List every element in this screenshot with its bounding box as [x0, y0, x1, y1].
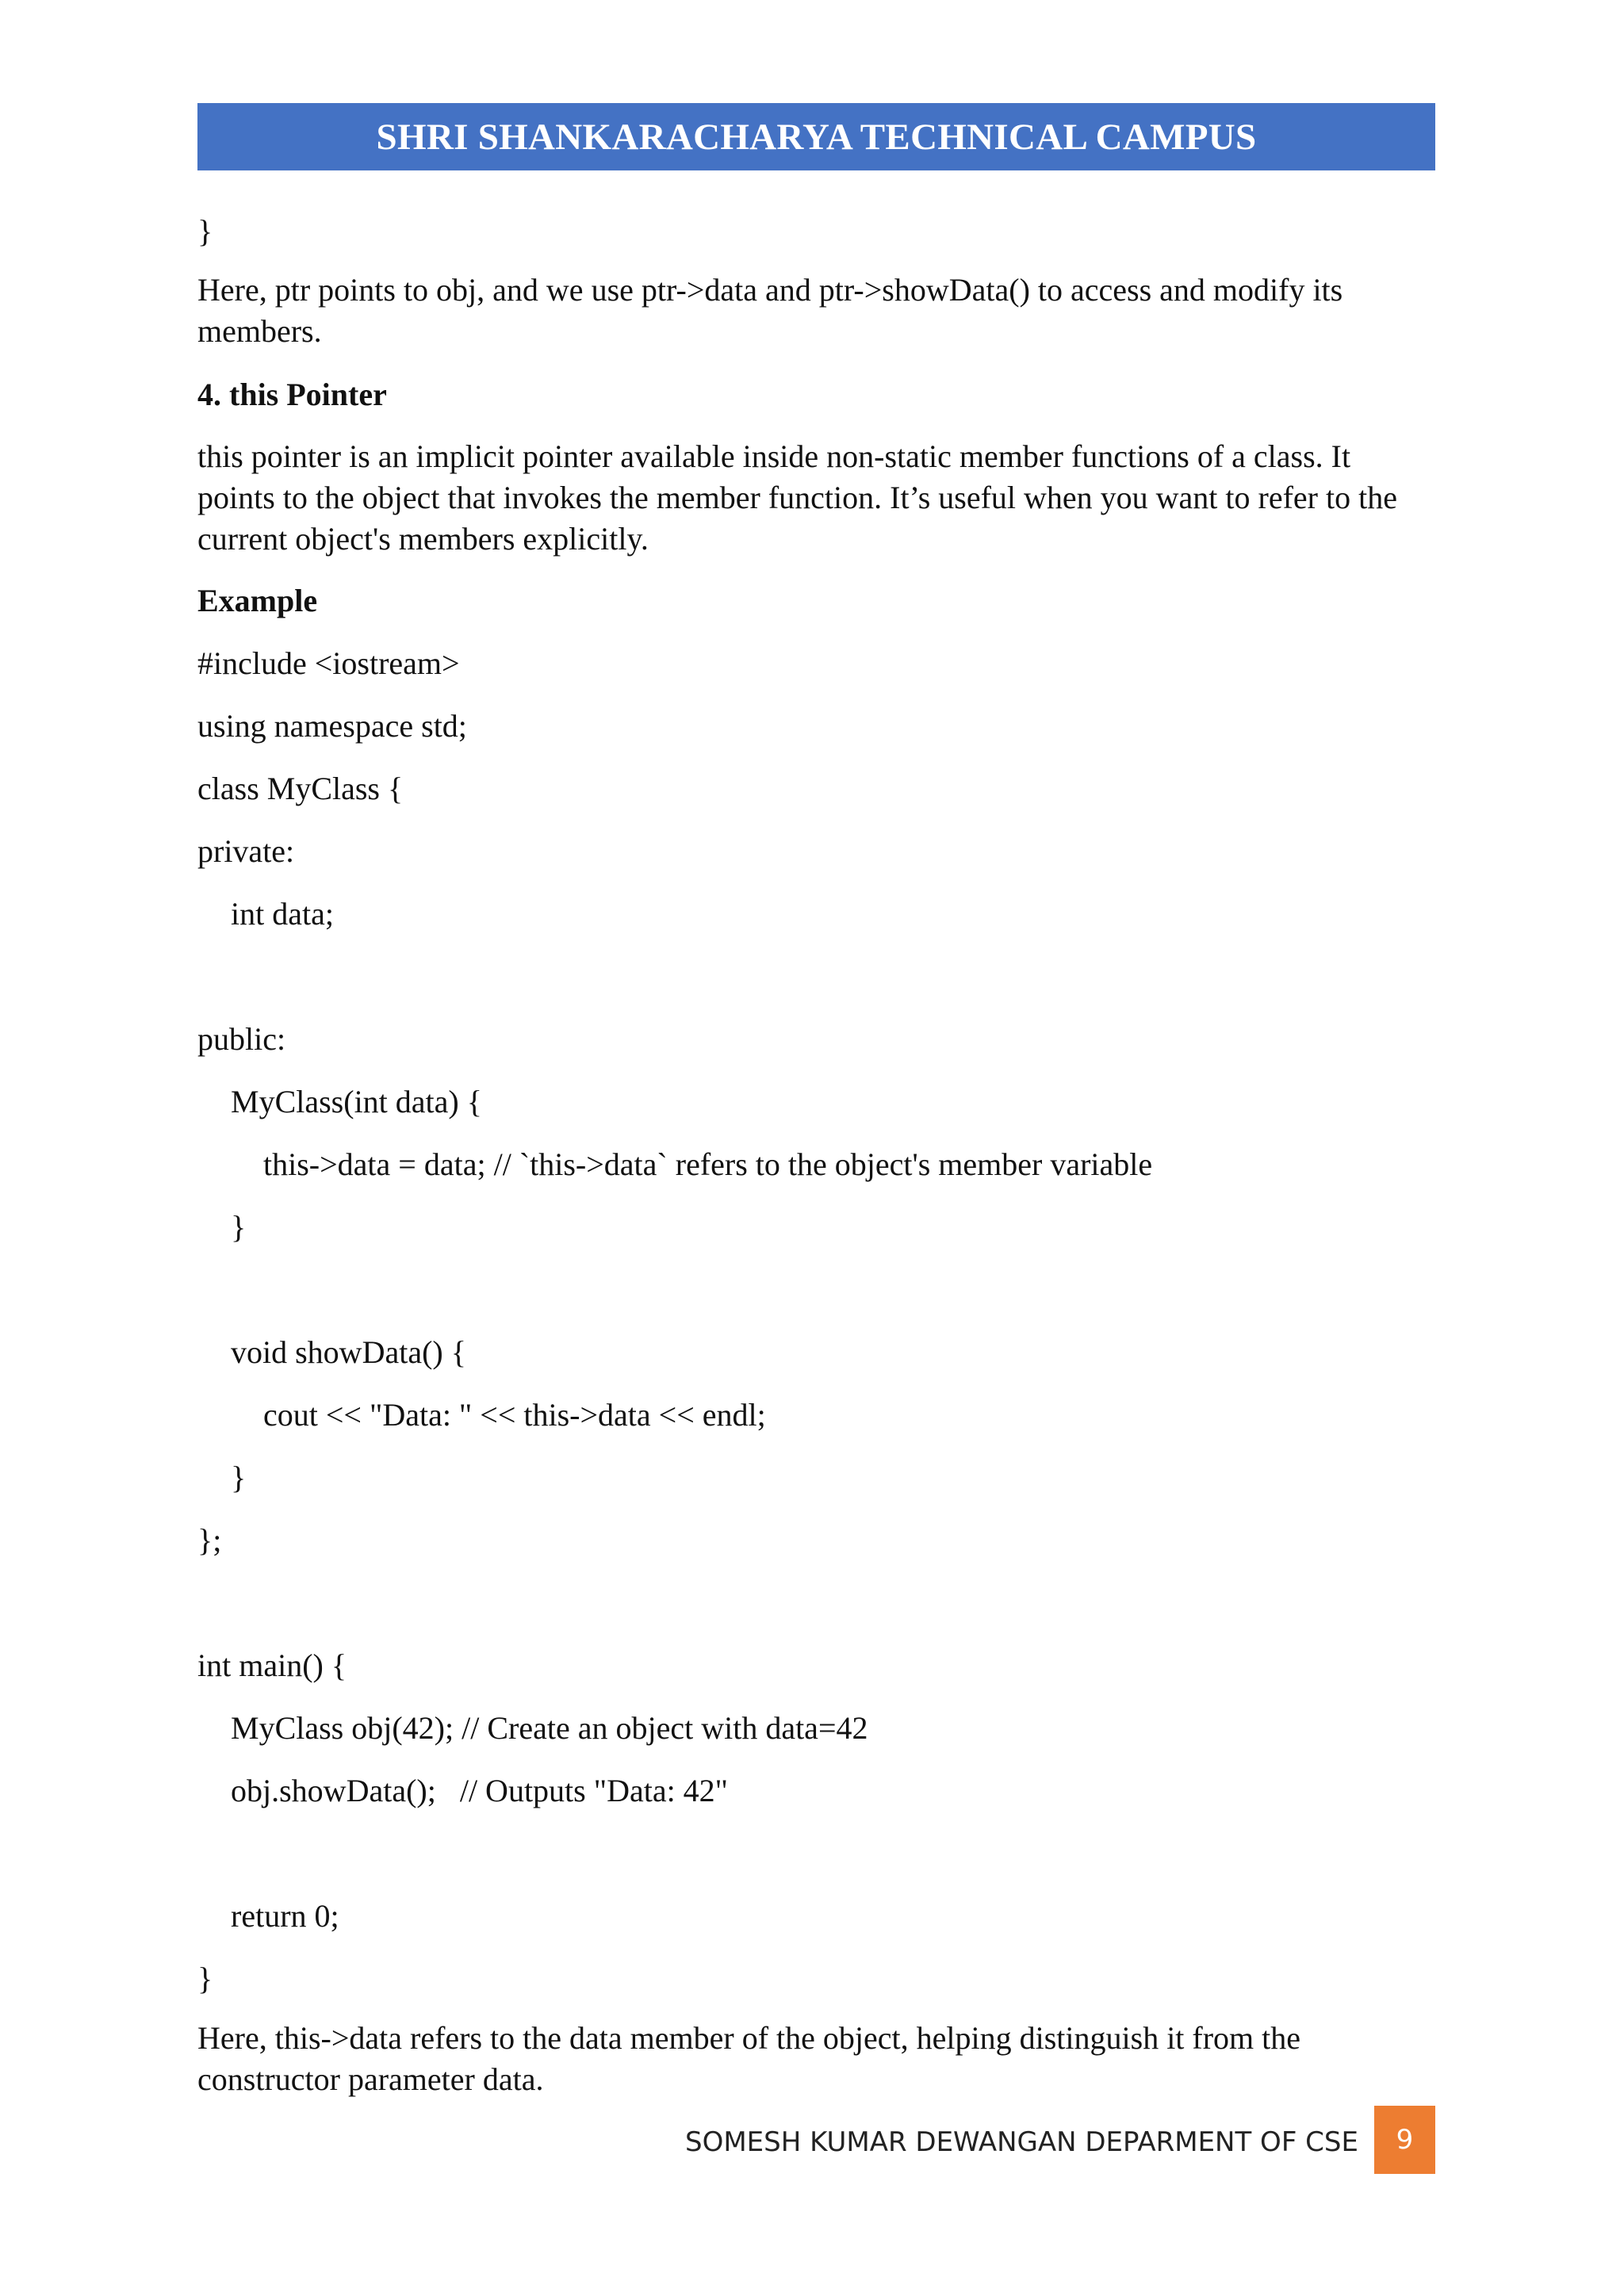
- paragraph-ptr: Here, ptr points to obj, and we use ptr->data and ptr->showData() to access and modify its members.: [197, 272, 1343, 349]
- code-line: using namespace std;: [197, 708, 467, 744]
- code-line: #include <iostream>: [197, 645, 460, 681]
- code-line: MyClass obj(42); // Create an object with data=42: [231, 1710, 868, 1746]
- code-line: cout << "Data: " << this->data << endl;: [263, 1397, 766, 1433]
- code-line: int data;: [231, 896, 334, 932]
- page-number: 9: [1396, 2124, 1414, 2156]
- example-heading: Example: [197, 583, 318, 618]
- code-line: }: [231, 1209, 247, 1245]
- page-number-badge: [1374, 2106, 1435, 2174]
- code-line: int main() {: [197, 1647, 347, 1683]
- code-line: this->data = data; // `this->data` refers to the object's member variable: [263, 1146, 1153, 1182]
- header-band: [197, 103, 1435, 170]
- code-line: };: [197, 1522, 222, 1558]
- paragraph-final: Here, this->data refers to the data member of the object, helping distinguish it from the constructor parameter data.: [197, 2020, 1301, 2097]
- code-line: }: [197, 1961, 213, 1996]
- code-line: MyClass(int data) {: [231, 1084, 482, 1119]
- paragraph-this-pointer: this pointer is an implicit pointer available inside non-static member functions of a class. It points to the object that invokes the member function. It’s useful when you want to refer to the current object's members explicitly.: [197, 438, 1397, 557]
- code-line: void showData() {: [231, 1334, 466, 1370]
- header-title: SHRI SHANKARACHARYA TECHNICAL CAMPUS: [376, 116, 1257, 158]
- code-line: return 0;: [231, 1898, 339, 1934]
- code-line: obj.showData(); // Outputs "Data: 42": [231, 1773, 729, 1808]
- code-line: }: [231, 1460, 247, 1495]
- closing-brace-top: }: [197, 213, 213, 249]
- footer-author: SOMESH KUMAR DEWANGAN DEPARMENT OF CSE: [684, 2126, 1358, 2158]
- code-line: private:: [197, 833, 295, 869]
- section-heading: 4. this Pointer: [197, 377, 387, 412]
- code-line: class MyClass {: [197, 771, 404, 806]
- code-line: public:: [197, 1021, 286, 1057]
